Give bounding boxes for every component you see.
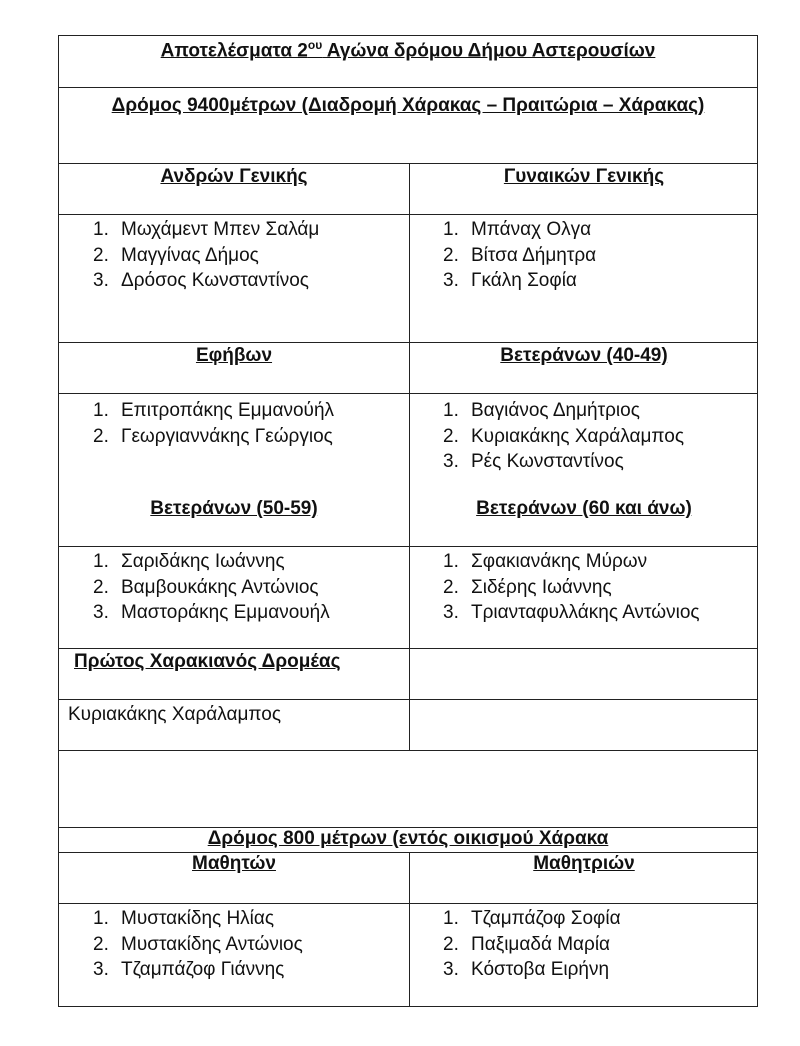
veterans-60-plus-header: Βετεράνων (60 και άνω) (476, 498, 692, 519)
results-row (59, 215, 757, 343)
list-item: 3. Γκάλη Σοφία (443, 270, 577, 291)
results-row (59, 394, 757, 496)
first-local-header-row (59, 649, 757, 700)
veterans-60-plus-list (409, 549, 700, 626)
category-header-row (59, 496, 757, 547)
spacer-row (59, 751, 757, 828)
men-general-list (59, 217, 319, 294)
list-item: 3. Μαστοράκης Εμμανουήλ (93, 602, 330, 623)
girls-list (409, 906, 621, 983)
list-item: 1. Βαγιάνος Δημήτριος (443, 400, 640, 421)
results-document (58, 35, 758, 1007)
first-local-header: Πρώτος Χαρακιανός Δρομέας (74, 651, 341, 672)
list-item: 3. Ρές Κωνσταντίνος (443, 451, 624, 472)
race2-heading-row (59, 828, 757, 853)
category-header-row (59, 343, 757, 394)
list-item: 1. Τζαμπάζοφ Σοφία (443, 908, 621, 929)
list-item: 3. Τζαμπάζοφ Γιάννης (93, 959, 285, 980)
list-item: 2. Μυστακίδης Αντώνιος (93, 933, 303, 955)
first-local-name: Κυριακάκης Χαράλαμπος (68, 704, 281, 725)
veterans-40-49-header: Βετεράνων (40-49) (500, 345, 668, 366)
boys-list (59, 906, 303, 983)
list-item: 1. Επιτροπάκης Εμμανούήλ (93, 400, 335, 421)
veterans-40-49-list (409, 398, 684, 475)
list-item: 2. Βαμβουκάκης Αντώνιος (93, 576, 319, 598)
list-item: 2. Γεωργιαννάκης Γεώργιος (93, 425, 333, 447)
race1-heading-row (59, 88, 757, 164)
list-item: 1. Μωχάμεντ Μπεν Σαλάμ (93, 219, 320, 240)
document-title: Αποτελέσματα $2^{o\upsilon}$ Αγώνα δρόμου Δήμου Αστερουσίων (160, 38, 656, 62)
boys-header: Μαθητών (192, 853, 276, 874)
women-general-list (409, 217, 596, 294)
results-row (59, 904, 757, 1006)
list-item: 2. Παξιμαδά Μαρία (443, 933, 611, 955)
results-row (59, 547, 757, 649)
list-item: 1. Μυστακίδης Ηλίας (93, 908, 275, 929)
column-divider (409, 853, 410, 1007)
list-item: 3. Τριανταφυλλάκης Αντώνιος (443, 602, 700, 623)
category-header-row (59, 164, 757, 215)
race2-heading: Δρόμος 800 μέτρων (εντός οικισμού Χάρακα (207, 828, 609, 849)
race1-heading: Δρόμος 9400μέτρων (Διαδρομή Χάρακας – Πραιτώρια – Χάρακας) (111, 95, 705, 116)
list-item: 1. Σφακιανάκης Μύρων (443, 551, 648, 572)
title-row (59, 36, 757, 88)
list-item: 2. Μαγγίνας Δήμος (93, 244, 259, 266)
list-item: 3. Δρόσος Κωνσταντίνος (93, 270, 309, 291)
juniors-header: Εφήβων (195, 345, 273, 366)
column-divider (409, 164, 410, 751)
list-item: 2. Κυριακάκης Χαράλαμπος (443, 425, 684, 447)
girls-header: Μαθητριών (533, 853, 635, 874)
first-local-row (59, 700, 757, 751)
veterans-50-59-list (59, 549, 330, 626)
women-general-header: Γυναικών Γενικής (503, 166, 665, 187)
men-general-header: Ανδρών Γενικής (160, 166, 308, 187)
list-item: 3. Κόστοβα Ειρήνη (443, 959, 610, 980)
juniors-list (59, 398, 334, 449)
list-item: 2. Βίτσα Δήμητρα (443, 244, 597, 266)
veterans-50-59-header: Βετεράνων (50-59) (150, 498, 318, 519)
list-item: 1. Σαριδάκης Ιωάννης (93, 551, 285, 572)
category-header-row (59, 853, 757, 904)
list-item: 1. Μπάναχ Ολγα (443, 219, 592, 240)
list-item: 2. Σιδέρης Ιωάννης (443, 576, 612, 598)
